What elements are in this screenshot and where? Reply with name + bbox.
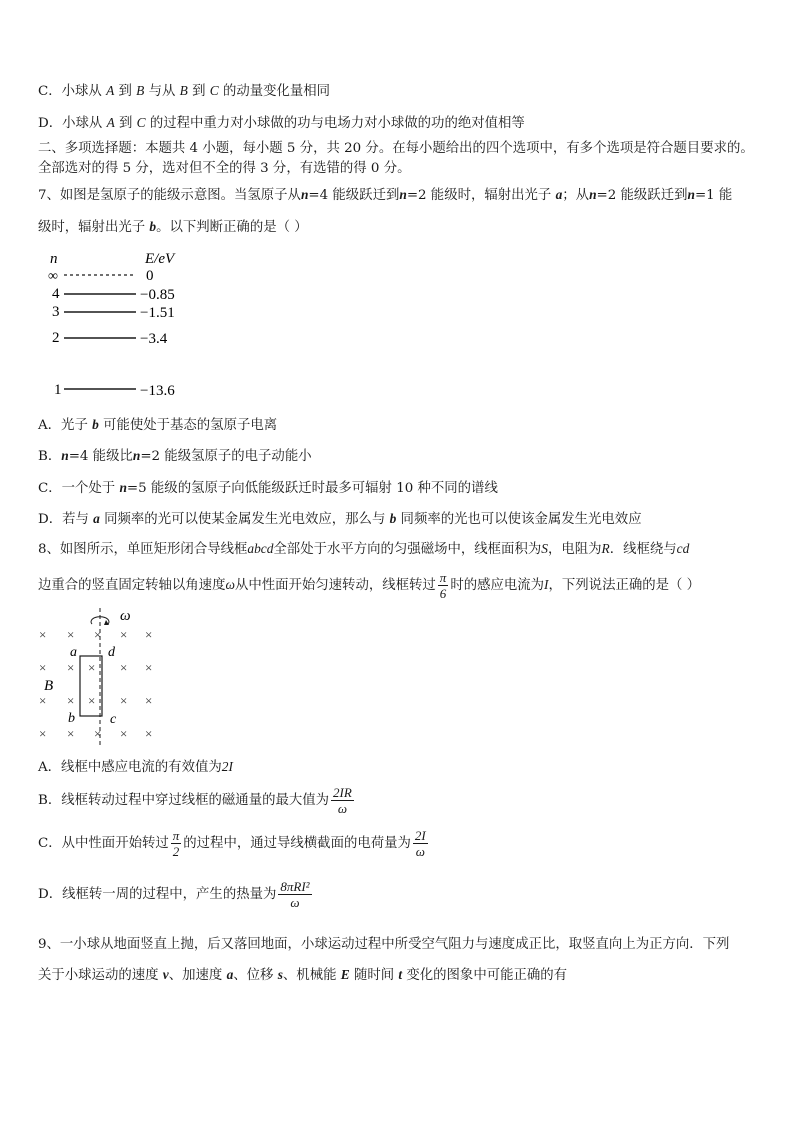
- q7-stem-line2: 级时，辐射出光子 b。以下判断正确的是（ ）: [38, 219, 308, 235]
- q7-level-n-3: 3: [52, 304, 60, 320]
- q7-level-e-2: −3.4: [140, 331, 168, 347]
- q8-corner-a: a: [70, 645, 77, 660]
- q8-field-cross: ×: [67, 726, 75, 741]
- q8-angle-fraction: $\frac{\pi}{6}$: [439, 570, 447, 601]
- q7-level-e-1: −13.6: [140, 383, 175, 399]
- q7-level-e-3: −1.51: [140, 305, 175, 321]
- q8-field-cross: ×: [39, 693, 47, 708]
- q7-option-b: B．n=4 能级比n=2 能级氢原子的电子动能小: [38, 448, 312, 464]
- q8-field-cross: ×: [120, 726, 128, 741]
- q8-corner-c: c: [110, 712, 117, 727]
- q8-field-cross: ×: [145, 693, 153, 708]
- q7-level-n-4: 4: [52, 286, 60, 302]
- q7-option-d: D．若与 a 同频率的光可以使某金属发生光电效应，那么与 b 同频率的光也可以使该金属发生光电效应: [38, 511, 642, 527]
- q7-energy-level-diagram: [40, 250, 210, 400]
- q8-field-cross: ×: [88, 660, 96, 675]
- q8-field-crosses: [39, 627, 152, 741]
- q9-stem-line1: 9、一小球从地面竖直上抛，后又落回地面，小球运动过程中所受空气阻力与速度成正比，取竖直向上为正方向．下列: [38, 937, 730, 952]
- q8-field-cross: ×: [67, 660, 75, 675]
- q8-stem-line2: 边重合的竖直固定转轴以角速度ω从中性面开始匀速转动，线框转过 $\frac{\pi}{6}$ 时的感应电流为I，下列说法正确的是（ ）: [38, 570, 701, 601]
- q8-option-c-charge-fraction: $\frac{2I}{\omega}$: [414, 828, 426, 859]
- q7-n-axis-label: n: [50, 251, 58, 267]
- q8-field-cross: ×: [39, 726, 47, 741]
- q8-field-cross: ×: [145, 660, 153, 675]
- q8-stem-line1: 8、如图所示，单匝矩形闭合导线框abcd全部处于水平方向的匀强磁场中，线框面积为S，电阻为R．线框绕与cd: [38, 541, 690, 557]
- q8-field-cross: ×: [145, 726, 153, 741]
- q7-level-n-2: 2: [52, 330, 60, 346]
- q8-field-cross: ×: [88, 693, 96, 708]
- q8-field-cross: ×: [94, 627, 102, 642]
- section2-instructions-line1: 二、多项选择题：本题共 4 小题，每小题 5 分，共 20 分。在每小题给出的四个选项中，有多个选项是符合题目要求的。: [38, 141, 754, 156]
- q7-option-a: A．光子 b 可能使处于基态的氢原子电离: [38, 417, 278, 433]
- q8-corner-d: d: [108, 645, 115, 660]
- q8-option-d-fraction: $\frac{\text{8πRI²}}{\omega}$: [280, 879, 310, 910]
- q8-option-c: C．从中性面开始转过 $\frac{\pi}{2}$ 的过程中，通过导线横截面的电荷量为 $\frac{2I}{\omega}$: [38, 828, 426, 859]
- q8-option-c-angle-fraction: $\frac{\pi}{2}$: [172, 828, 180, 859]
- section2-instructions-line2: 全部选对的得 5 分，选对但不全的得 3 分，有选错的得 0 分。: [38, 161, 411, 176]
- q6-option-c: C．小球从 A 到 B 与从 B 到 C 的动量变化量相同: [38, 83, 331, 99]
- q8-field-cross: ×: [120, 693, 128, 708]
- q8-field-cross: ×: [67, 627, 75, 642]
- q8-omega-label: ω: [120, 608, 131, 624]
- q7-level-e-4: −0.85: [140, 287, 175, 303]
- q8-field-cross: ×: [120, 660, 128, 675]
- q8-field-cross: ×: [39, 627, 47, 642]
- q7-level-n-infinity: ∞: [48, 269, 58, 284]
- q8-option-a: A．线框中感应电流的有效值为2I: [38, 759, 233, 775]
- q8-corner-b: b: [68, 711, 75, 726]
- q8-field-cross: ×: [94, 726, 102, 741]
- q6-option-d: D．小球从 A 到 C 的过程中重力对小球做的功与电场力对小球做的功的绝对值相等: [38, 115, 525, 131]
- q7-energy-axis-label: E/eV: [145, 251, 175, 267]
- q7-option-c: C．一个处于 n=5 能级的氢原子向低能级跃迁时最多可辐射 10 种不同的谱线: [38, 480, 498, 496]
- q8-field-cross: ×: [39, 660, 47, 675]
- q9-stem-line2: 关于小球运动的速度 v、加速度 a、位移 s、机械能 E 随时间 t 变化的图象中可能正确的有: [38, 967, 568, 983]
- q8-option-b: B．线框转动过程中穿过线框的磁通量的最大值为 $\frac{2IR}{\omega}$: [38, 785, 352, 816]
- q8-rotating-loop-diagram: [34, 604, 174, 750]
- q8-option-d: D．线框转一周的过程中，产生的热量为 $\frac{\text{8πRI²}}{\omega}$: [38, 879, 310, 910]
- q8-field-cross: ×: [67, 693, 75, 708]
- q8-option-b-fraction: $\frac{2IR}{\omega}$: [333, 785, 352, 816]
- q7-level-e-infinity: 0: [146, 268, 154, 284]
- q7-stem-line1: 7、如图是氢原子的能级示意图。当氢原子从n=4 能级跃迁到n=2 能级时，辐射出光子 a；从n=2 能级跃迁到n=1 能: [38, 187, 733, 203]
- q8-field-label-b: B: [44, 678, 54, 694]
- q8-field-cross: ×: [120, 627, 128, 642]
- q8-field-cross: ×: [145, 627, 153, 642]
- q7-level-n-1: 1: [54, 382, 62, 398]
